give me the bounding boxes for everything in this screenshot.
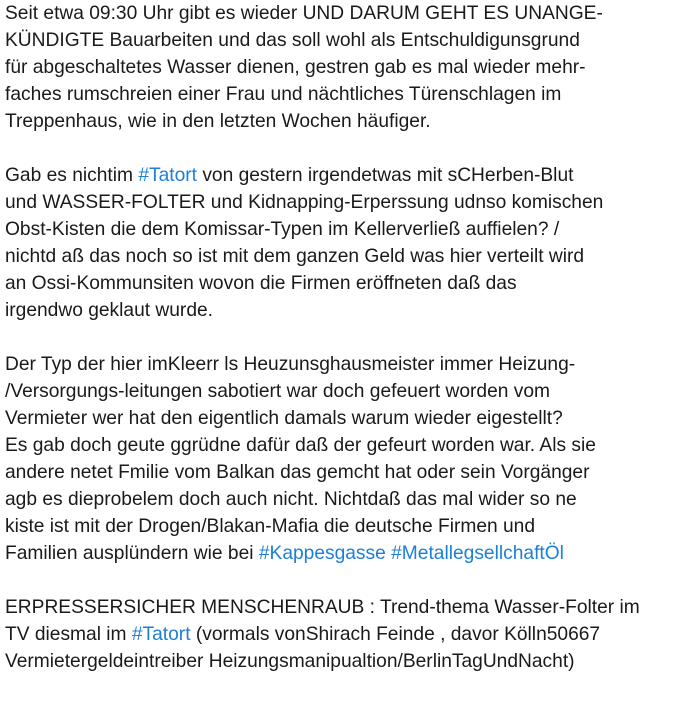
hashtag-link[interactable]: #MetallegsellchaftÖl — [391, 543, 564, 564]
text-line — [5, 648, 680, 675]
text-line — [5, 486, 680, 513]
text-line — [5, 243, 680, 270]
text-segment: ERPRESSERSICHER MENSCHENRAUB : Trend-thema Wasser-Folter im — [5, 597, 640, 618]
text-segment: andere netet Fmilie vom Balkan das gemcht hat oder sein Vorgänger — [5, 462, 590, 483]
text-segment: irgendwo geklaut wurde. — [5, 300, 213, 321]
text-line — [5, 27, 680, 54]
text-segment: und WASSER-FOLTER und Kidnapping-Erperssung udnso komischen — [5, 192, 604, 213]
text-segment: Der Typ der hier imKleerr ls Heuzunsghausmeister immer Heizung- — [5, 354, 576, 375]
paragraph-spacer — [5, 135, 680, 162]
text-segment: /Versorgungs-leitungen sabotiert war doch gefeuert worden vom — [5, 381, 551, 402]
text-segment: agb es dieprobelem doch auch nicht. Nichtdaß das mal wider so ne — [5, 489, 577, 510]
text-line — [5, 81, 680, 108]
paragraph-spacer — [5, 567, 680, 594]
text-line — [5, 432, 680, 459]
text-segment: KÜNDIGTE Bauarbeiten und das soll wohl als Entschuldigunsgrund — [5, 30, 580, 51]
text-segment: Vermieter wer hat den eigentlich damals warum wieder eigestellt? — [5, 408, 563, 429]
text-line — [5, 216, 680, 243]
document-body — [5, 0, 680, 675]
text-line — [5, 459, 680, 486]
text-line — [5, 54, 680, 81]
text-line — [5, 297, 680, 324]
text-line — [5, 162, 680, 189]
text-line — [5, 594, 680, 621]
text-segment: Vermietergeldeintreiber Heizungsmanipualtion/BerlinTagUndNacht) — [5, 651, 575, 672]
text-line — [5, 540, 680, 567]
text-segment: (vormals vonShirach Feinde , davor Kölln50667 — [190, 624, 601, 645]
hashtag-link[interactable]: #Kappesgasse — [258, 543, 386, 564]
text-segment: Familien ausplündern wie bei — [5, 543, 259, 564]
paragraph-spacer — [5, 324, 680, 351]
text-line — [5, 513, 680, 540]
text-line — [5, 270, 680, 297]
text-segment: für abgeschaltetes Wasser dienen, gestren gab es mal wieder mehr- — [5, 57, 586, 78]
text-segment: Obst-Kisten die dem Komissar-Typen im Kellerverließ auffielen? / — [5, 219, 560, 240]
text-line — [5, 351, 680, 378]
text-segment: Es gab doch geute ggrüdne dafür daß der gefeurt worden war. Als sie — [5, 435, 596, 456]
text-segment: an Ossi-Kommunsiten wovon die Firmen eröffneten daß das — [5, 273, 517, 294]
text-segment: Seit etwa 09:30 Uhr gibt es wieder UND DARUM GEHT ES UNANGE- — [5, 3, 603, 24]
text-segment: kiste ist mit der Drogen/Blakan-Mafia die deutsche Firmen und — [5, 516, 536, 537]
hashtag-link[interactable]: #Tatort — [131, 624, 191, 645]
text-line — [5, 0, 680, 27]
text-line — [5, 621, 680, 648]
text-line — [5, 378, 680, 405]
text-line — [5, 405, 680, 432]
text-segment: TV diesmal im — [5, 624, 132, 645]
text-segment: Treppenhaus, wie in den letzten Wochen häufiger. — [5, 111, 431, 132]
text-line — [5, 108, 680, 135]
text-segment: nichtd aß das noch so ist mit dem ganzen Geld was hier verteilt wird — [5, 246, 585, 267]
text-line — [5, 189, 680, 216]
text-segment: von gestern irgendetwas mit sCHerben-Blut — [196, 165, 574, 186]
text-segment: Gab es nichtim — [5, 165, 139, 186]
hashtag-link[interactable]: #Tatort — [138, 165, 197, 186]
text-segment: faches rumschreien einer Frau und nächtliches Türenschlagen im — [5, 84, 562, 105]
